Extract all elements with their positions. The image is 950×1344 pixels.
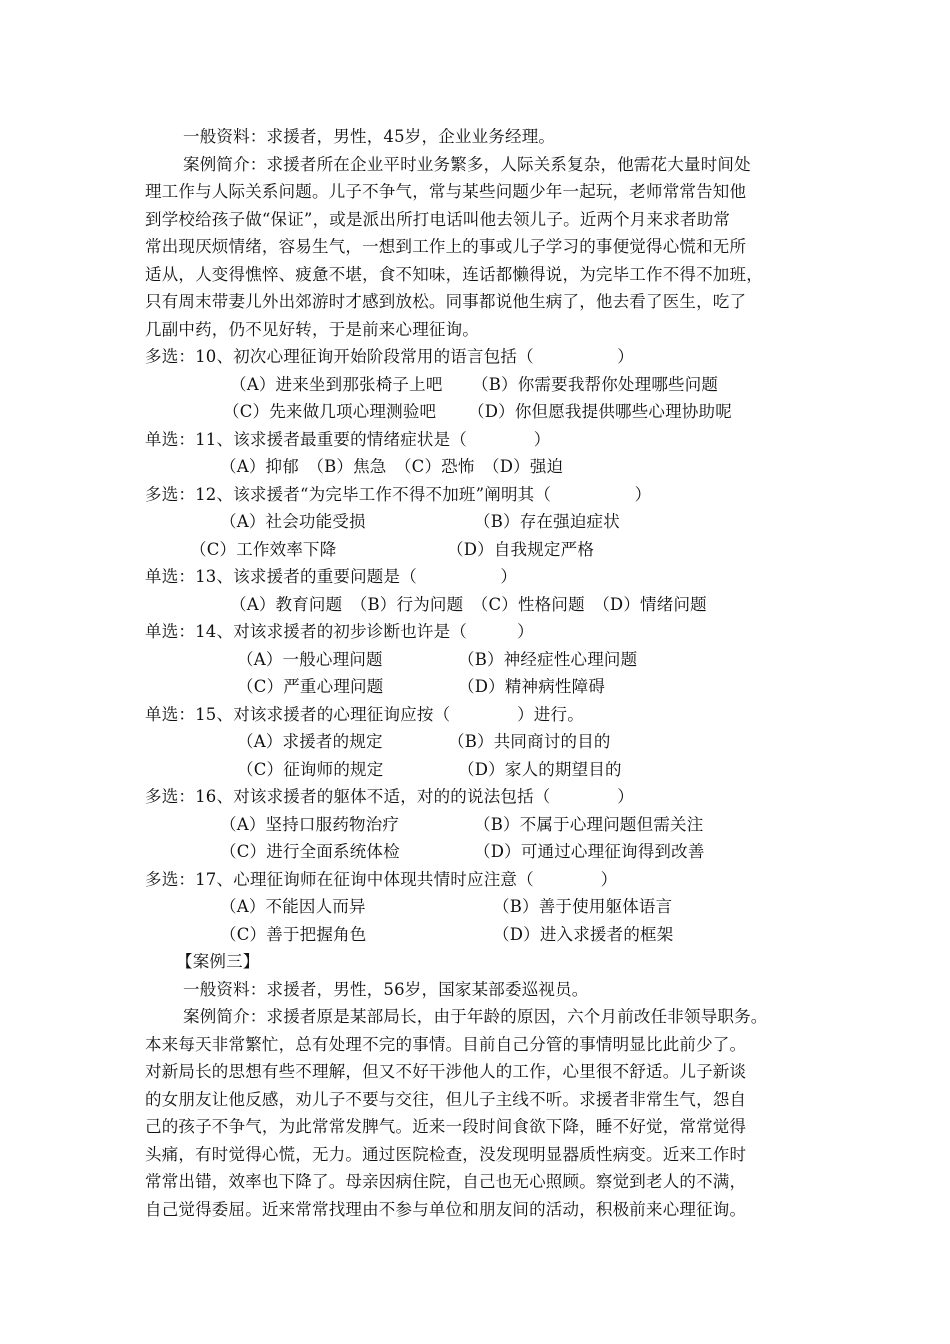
question-stem-11: 单选：11、该求援者最重要的情绪症状是（ ） (145, 430, 551, 449)
case2-brief-line: 几副中药，仍不见好转，于是前来心理征询。 (145, 320, 479, 339)
question-option: （A）进来坐到那张椅子上吧 (230, 375, 443, 394)
question-option: （D）可通过心理征询得到改善 (474, 842, 705, 861)
case2-brief-line: 常出现厌烦情绪，容易生气，一想到工作上的事或儿子学习的事便觉得心慌和无所 (145, 237, 747, 256)
case3-brief-line: 的女朋友让他反感，劝儿子不要与交往，但儿子主线不听。求援者非常生气，怨自 (145, 1090, 747, 1109)
question-stem-17: 多选：17、心理征询师在征询中体现共情时应注意（ ） (145, 870, 618, 889)
case2-brief-line: 理工作与人际关系问题。儿子不争气，常与某些问题少年一起玩，老师常常告知他 (145, 182, 747, 201)
question-option: （C）工作效率下降 (190, 540, 337, 559)
question-option: （B）存在强迫症状 (474, 512, 620, 531)
question-option: （C）先来做几项心理测验吧 (223, 402, 437, 421)
case3-brief-line: 头痛，有时觉得心慌，无力。通过医院检查，没发现明显器质性病变。近来工作时 (145, 1145, 747, 1164)
question-option: （A）坚持口服药物治疗 (220, 815, 400, 834)
question-stem-10: 多选：10、初次心理征询开始阶段常用的语言包括（ ） (145, 347, 634, 366)
case3-brief-line: 己的孩子不争气，为此常常发脾气。近来一段时间食欲下降，睡不好觉，常常觉得 (145, 1117, 747, 1136)
case2-brief-line: 到学校给孩子做“保证”，或是派出所打电话叫他去领儿子。近两个月来求者助常 (145, 210, 731, 229)
question-option: （C）严重心理问题 (237, 677, 384, 696)
question-option: （B）神经症性心理问题 (458, 650, 638, 669)
question-option: （B）不属于心理问题但需关注 (474, 815, 704, 834)
case3-brief-line: 常常出错，效率也下降了。母亲因病住院，自己也无心照顾。察觉到老人的不满， (145, 1172, 747, 1191)
case2-brief-line: 案例简介：求援者所在企业平时业务繁多，人际关系复杂，他需花大量时间处 (183, 155, 751, 174)
case2-brief-line: 只有周末带妻儿外出郊游时才感到放松。同事都说他生病了，他去看了医生，吃了 (145, 292, 747, 311)
question-option: （B）你需要我帮你处理哪些问题 (472, 375, 719, 394)
case3-brief-line: 自己觉得委屈。近来常常找理由不参与单位和朋友间的活动，积极前来心理征询。 (145, 1200, 747, 1219)
question-option: （A）一般心理问题 (237, 650, 383, 669)
question-option: （D）家人的期望目的 (458, 760, 622, 779)
question-stem-12: 多选：12、该求援者“为完毕工作不得不加班”阐明其（ ） (145, 485, 652, 504)
question-option: （D）自我规定严格 (447, 540, 595, 559)
question-option: （A）抑郁 （B）焦急 （C）恐怖 （D）强迫 (220, 457, 564, 476)
case3-general-info: 一般资料：求援者，男性，56岁，国家某部委巡视员。 (183, 980, 589, 999)
question-stem-14: 单选：14、对该求援者的初步诊断也许是（ ） (145, 622, 534, 641)
question-option: （C）善于把握角色 (220, 925, 367, 944)
question-option: （A）社会功能受损 (220, 512, 366, 531)
case3-brief-line: 案例简介：求援者原是某部局长，由于年龄的原因，六个月前改任非领导职务。 (183, 1007, 768, 1026)
question-option: （D）进入求援者的框架 (493, 925, 674, 944)
case3-heading: 【案例三】 (176, 952, 260, 971)
case2-brief-line: 适从，人变得憔悴、疲惫不堪，食不知味，连话都懒得说，为完毕工作不得不加班， (145, 265, 763, 284)
question-option: （A）求援者的规定 (237, 732, 383, 751)
question-option: （B）共同商讨的目的 (448, 732, 611, 751)
question-option: （A）教育问题 （B）行为问题 （C）性格问题 （D）情绪问题 (230, 595, 707, 614)
case3-brief-line: 本来每天非常繁忙，总有处理不完的事情。目前自己分管的事情明显比此前少了。 (145, 1035, 747, 1054)
question-stem-16: 多选：16、对该求援者的躯体不适，对的的说法包括（ ） (145, 787, 634, 806)
question-stem-15: 单选：15、对该求援者的心理征询应按（ ）进行。 (145, 705, 584, 724)
question-option: （D）你但愿我提供哪些心理协助呢 (468, 402, 732, 421)
question-option: （C）进行全面系统体检 (220, 842, 400, 861)
question-stem-13: 单选：13、该求援者的重要问题是（ ） (145, 567, 518, 586)
case3-brief-line: 对新局长的思想有些不理解，但又不好干涉他人的工作，心里很不舒适。儿子新谈 (145, 1062, 747, 1081)
question-option: （B）善于使用躯体语言 (493, 897, 673, 916)
question-option: （D）精神病性障碍 (458, 677, 606, 696)
question-option: （A）不能因人而异 (220, 897, 366, 916)
case2-general-info: 一般资料：求援者，男性，45岁，企业业务经理。 (183, 127, 556, 146)
question-option: （C）征询师的规定 (237, 760, 384, 779)
